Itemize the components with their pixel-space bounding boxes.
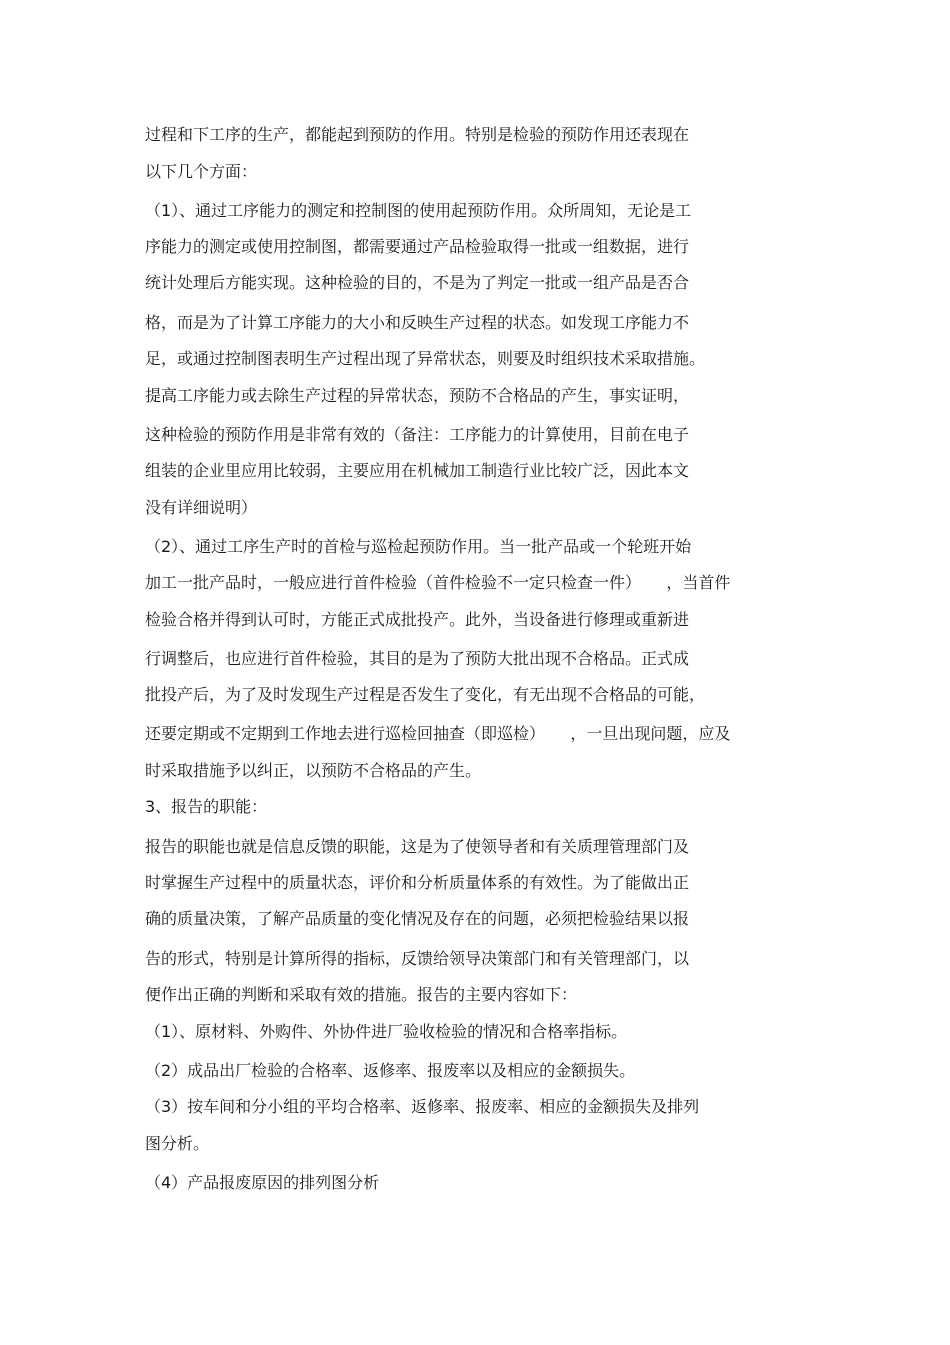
text-line: 加工一批产品时，一般应进行首件检验（首件检验不一定只检查一件） ，当首件 xyxy=(145,573,731,592)
text-line: （2）、通过工序生产时的首检与巡检起预防作用。当一批产品或一个轮班开始 xyxy=(145,537,692,556)
text-line: 报告的职能也就是信息反馈的职能，这是为了使领导者和有关质理管理部门及 xyxy=(145,837,690,856)
text-line: 组装的企业里应用比较弱，主要应用在机械加工制造行业比较广泛，因此本文 xyxy=(145,461,690,480)
text-line: 提高工序能力或去除生产过程的异常状态，预防不合格品的产生，事实证明， xyxy=(145,386,690,405)
text-line: 足，或通过控制图表明生产过程出现了异常状态，则要及时组织技术采取措施。 xyxy=(145,349,706,368)
text-line: 批投产后，为了及时发现生产过程是否发生了变化，有无出现不合格品的可能， xyxy=(145,685,706,704)
text-line: 图分析。 xyxy=(145,1134,210,1153)
text-line: 序能力的测定或使用控制图，都需要通过产品检验取得一批或一组数据，进行 xyxy=(145,237,690,256)
text-line: 行调整后，也应进行首件检验，其目的是为了预防大批出现不合格品。正式成 xyxy=(145,649,690,668)
list-item: （3）按车间和分小组的平均合格率、返修率、报废率、相应的金额损失及排列 xyxy=(145,1097,700,1116)
text-line: 没有详细说明） xyxy=(145,498,258,517)
text-line: 便作出正确的判断和采取有效的措施。报告的主要内容如下： xyxy=(145,985,578,1004)
list-item: （4）产品报废原因的排列图分析 xyxy=(145,1173,380,1192)
text-line: 确的质量决策，了解产品质量的变化情况及存在的问题，必须把检验结果以报 xyxy=(145,909,690,928)
text-line: 格，而是为了计算工序能力的大小和反映生产过程的状态。如发现工序能力不 xyxy=(145,313,690,332)
text-line: 过程和下工序的生产，都能起到预防的作用。特别是检验的预防作用还表现在 xyxy=(145,125,690,144)
text-line: 统计处理后方能实现。这种检验的目的，不是为了判定一批或一组产品是否合 xyxy=(145,273,690,292)
list-item: （1）、原材料、外购件、外协件进厂验收检验的情况和合格率指标。 xyxy=(145,1022,628,1041)
text-line: 检验合格并得到认可时，方能正式成批投产。此外，当设备进行修理或重新进 xyxy=(145,610,690,629)
text-line: 时掌握生产过程中的质量状态，评价和分析质量体系的有效性。为了能做出正 xyxy=(145,873,690,892)
text-line: 时采取措施予以纠正，以预防不合格品的产生。 xyxy=(145,761,482,780)
section-heading: 3、报告的职能： xyxy=(145,797,268,816)
text-line: 以下几个方面： xyxy=(145,162,258,181)
text-line: 告的形式，特别是计算所得的指标，反馈给领导决策部门和有关管理部门，以 xyxy=(145,949,690,968)
text-line: （1）、通过工序能力的测定和控制图的使用起预防作用。众所周知，无论是工 xyxy=(145,201,692,220)
text-line: 这种检验的预防作用是非常有效的（备注：工序能力的计算使用，目前在电子 xyxy=(145,425,690,444)
list-item: （2）成品出厂检验的合格率、返修率、报废率以及相应的金额损失。 xyxy=(145,1061,636,1080)
text-line: 还要定期或不定期到工作地去进行巡检回抽查（即巡检） ，一旦出现问题，应及 xyxy=(145,724,731,743)
